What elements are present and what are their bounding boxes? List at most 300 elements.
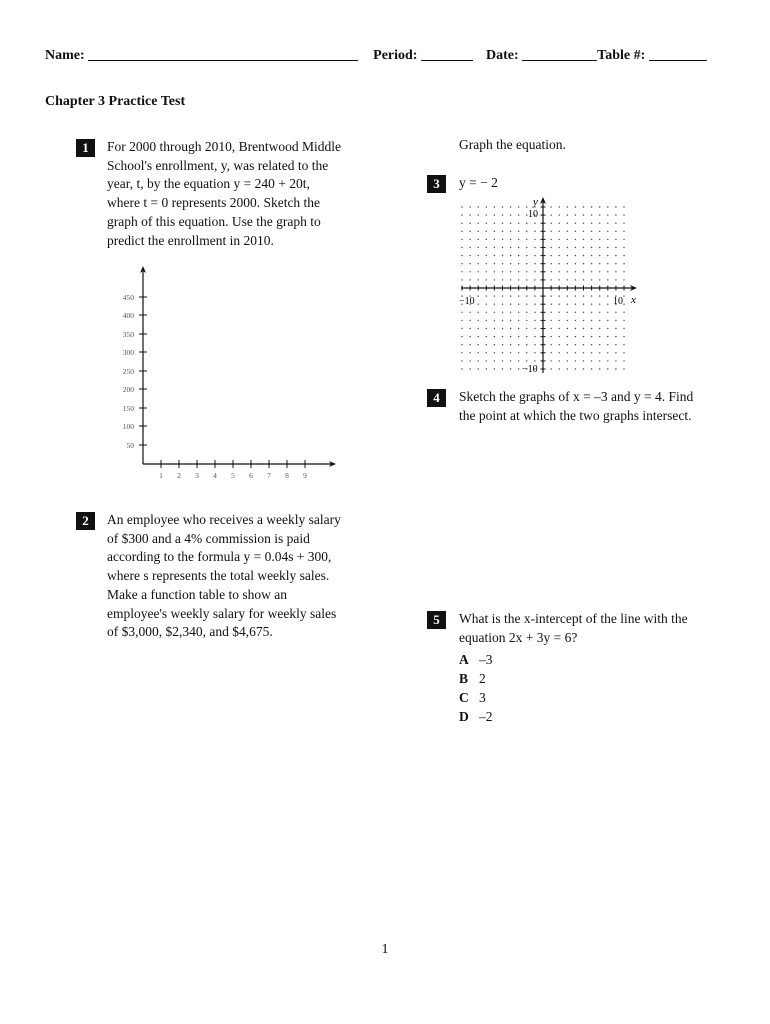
x-tick [231,460,235,480]
grid-dot [494,312,495,313]
grid-dot [502,206,503,207]
grid-dot [486,279,487,280]
grid-dot [502,312,503,313]
grid-dot [486,231,487,232]
grid-dot [615,271,616,272]
grid-dot [486,206,487,207]
grid-dot [615,360,616,361]
grid-dot [623,360,624,361]
grid-dot [518,279,519,280]
grid-dot [478,368,479,369]
grid-dot [623,312,624,313]
grid-dot [478,304,479,305]
grid-dot [494,263,495,264]
grid-dot [478,223,479,224]
x-tick-label: 7 [267,471,271,480]
grid-dot [469,344,470,345]
question-4-line: the point at which the two graphs intersect. [459,407,692,423]
grid-dot [623,231,624,232]
grid-dot [534,247,535,248]
grid-dot [583,214,584,215]
grid-dot [583,336,584,337]
grid-dot [510,344,511,345]
grid-dot [510,271,511,272]
grid-dot [478,295,479,296]
grid-dot [478,279,479,280]
coordinate-grid[interactable] [455,193,650,378]
grid-dot [486,271,487,272]
grid-dot [518,231,519,232]
date-label: Date: [485,48,519,63]
grid-dot [599,295,600,296]
grid-dot [494,352,495,353]
grid-dot [607,214,608,215]
grid-dot [567,223,568,224]
grid-dot [559,320,560,321]
x-tick-label: 2 [177,471,181,480]
grid-dot [599,223,600,224]
grid-dot [567,312,568,313]
grid-dot [623,320,624,321]
grid-dot [591,223,592,224]
question-number-5: 5 [427,611,446,629]
choice-value: 2 [479,671,486,686]
grid-dot [518,328,519,329]
grid-dot [510,336,511,337]
grid-dot [526,255,527,256]
grid-dot [567,206,568,207]
grid-dot [461,239,462,240]
grid-dot [583,279,584,280]
grid-dot [615,255,616,256]
grid-dot [550,239,551,240]
grid-dot [469,255,470,256]
page-number: 1 [381,942,389,957]
grid-dot [559,279,560,280]
grid-dot [469,271,470,272]
grid-dot [575,255,576,256]
grid-dot [510,247,511,248]
answer-choice-b[interactable] [459,669,493,688]
grid-dot [559,247,560,248]
x-min-label: −10 [459,296,475,307]
grid-dot [567,360,568,361]
grid-dot [469,206,470,207]
y-tick [127,441,148,450]
grid-dot [518,255,519,256]
grid-dot [518,271,519,272]
grid-dot [599,231,600,232]
x-tick-label: 1 [159,471,163,480]
question-2-line: employee's weekly salary for weekly sales [107,605,337,621]
grid-dot [518,239,519,240]
grid-dot [599,271,600,272]
grid-dot [550,328,551,329]
grid-dot [559,223,560,224]
grid-dot [486,312,487,313]
grid-dot [486,255,487,256]
grid-dot [607,279,608,280]
grid-dot [518,360,519,361]
answer-choice-a[interactable] [459,650,493,669]
grid-dot [461,344,462,345]
grid-dot [534,231,535,232]
grid-dot [559,295,560,296]
x-tick-label: 6 [249,471,253,480]
grid-dot [615,336,616,337]
grid-dot [559,368,560,369]
grid-dot [534,344,535,345]
period-blank[interactable] [421,46,473,61]
grid-dot [575,271,576,272]
grid-dot [583,255,584,256]
grid-dot [502,231,503,232]
grid-dot [510,231,511,232]
x-tick [177,460,181,480]
question-2-line: Make a function table to show an [107,586,287,602]
grid-dot [607,223,608,224]
grid-dot [591,336,592,337]
grid-dot [567,214,568,215]
grid-dot [623,336,624,337]
grid-dot [494,279,495,280]
date-blank[interactable] [522,46,597,61]
grid-dot [623,295,624,296]
grid-dot [567,336,568,337]
grid-dot [486,239,487,240]
grid-dot [461,328,462,329]
grid-dot [607,328,608,329]
grid-dot [550,223,551,224]
grid-dot [534,312,535,313]
grid-dot [559,328,560,329]
grid-dot [494,206,495,207]
grid-dot [502,352,503,353]
grid-dot [518,344,519,345]
grid-dot [591,263,592,264]
grid-dot [550,247,551,248]
grid-dot [559,206,560,207]
grid-dot [486,320,487,321]
grid-dot [478,336,479,337]
question-1-line: where t = 0 represents 2000. Sketch the [107,195,321,211]
grid-dot [615,206,616,207]
grid-dot [486,336,487,337]
answer-choice-c[interactable] [459,688,493,707]
grid-dot [615,247,616,248]
grid-dot [550,336,551,337]
y-tick-label: 50 [126,441,134,450]
table-label: Table #: [597,48,646,63]
grid-dot [591,304,592,305]
x-tick [303,460,307,480]
grid-dot [607,352,608,353]
grid-dot [469,368,470,369]
grid-dot [478,263,479,264]
grid-dot [486,295,487,296]
grid-dot [518,223,519,224]
question-2-line: An employee who receives a weekly salary [107,512,341,527]
grid-dot [567,352,568,353]
grid-dot [461,271,462,272]
grid-dot [478,255,479,256]
grid-dot [534,255,535,256]
question-5-line: What is the x-intercept of the line with the [459,611,688,626]
grid-dot [583,320,584,321]
grid-dot [599,352,600,353]
question-2-text [107,511,341,642]
grid-dot [591,239,592,240]
question-2-line: where s represents the total weekly sales. [107,568,330,584]
grid-dot [567,247,568,248]
grid-dot [502,271,503,272]
grid-dot [461,247,462,248]
grid-dot [510,263,511,264]
grid-dot [518,352,519,353]
grid-dot [526,231,527,232]
question-1-text [107,138,341,250]
y-tick-label: 450 [122,293,134,302]
grid-dot [550,304,551,305]
grid-dot [534,263,535,264]
grid-dot [583,328,584,329]
grid-dot [599,328,600,329]
grid-dot [567,279,568,280]
grid-dot [526,328,527,329]
name-label: Name: [45,48,85,63]
grid-dot [526,247,527,248]
grid-dot [526,263,527,264]
grid-dot [510,255,511,256]
question-4-text [459,388,693,425]
grid-dot [559,312,560,313]
grid-dot [575,223,576,224]
grid-dot [461,214,462,215]
grid-dot [486,214,487,215]
grid-dot [461,352,462,353]
answer-choices [459,650,493,726]
question-1-line: For 2000 through 2010, Brentwood Middle [107,139,341,154]
grid-dot [526,223,527,224]
grid-dot [615,214,616,215]
grid-dot [526,344,527,345]
grid-dot [526,206,527,207]
grid-dot [461,279,462,280]
grid-dot [478,247,479,248]
grid-dot [534,352,535,353]
grid-dot [623,344,624,345]
grid-dot [599,206,600,207]
grid-dot [534,320,535,321]
grid-dot [510,295,511,296]
grid-dot [607,368,608,369]
grid-dot [591,320,592,321]
choice-letter: C [459,690,469,705]
grid-dot [494,328,495,329]
grid-dot [518,247,519,248]
grid-dot [607,344,608,345]
grid-dot [494,304,495,305]
grid-dot [461,255,462,256]
name-blank[interactable] [88,46,358,61]
grid-dot [469,360,470,361]
grid-dot [575,352,576,353]
grid-dot [461,231,462,232]
grid-dot [591,247,592,248]
grid-dot [575,247,576,248]
grid-dot [607,312,608,313]
grid-dot [510,352,511,353]
grid-dot [469,239,470,240]
grid-dot [526,336,527,337]
grid-dot [623,247,624,248]
grid-dot [518,320,519,321]
grid-dot [478,206,479,207]
grid-dot [550,344,551,345]
grid-dot [502,304,503,305]
grid-dot [615,239,616,240]
x-tick [195,460,199,480]
grid-dot [469,223,470,224]
grid-dot [469,279,470,280]
grid-dot [486,328,487,329]
grid-dot [591,295,592,296]
x-tick-label: 9 [303,471,307,480]
grid-dot [469,352,470,353]
grid-dot [607,336,608,337]
question-3-equation: y = − 2 [459,175,498,190]
grid-dot [518,336,519,337]
grid-dot [526,320,527,321]
grid-dot [461,263,462,264]
grid-dot [478,239,479,240]
grid-dot [502,247,503,248]
grid-dot [494,214,495,215]
grid-dot [486,360,487,361]
grid-dot [494,231,495,232]
grid-dot [469,336,470,337]
grid-dot [575,320,576,321]
grid-dot [486,352,487,353]
grid-dot [583,312,584,313]
grid-dot [461,206,462,207]
grid-dot [599,263,600,264]
grid-dot [550,295,551,296]
grid-dot [567,304,568,305]
grid-dot [510,223,511,224]
grid-dot [567,328,568,329]
grid-dot [550,279,551,280]
grid-dot [591,344,592,345]
grid-dot [526,295,527,296]
choice-value: –2 [479,709,493,724]
grid-dot [567,231,568,232]
answer-choice-d[interactable] [459,707,493,726]
grid-dot [591,360,592,361]
grid-dot [567,271,568,272]
grid-dot [518,312,519,313]
grid-dot [502,255,503,256]
grid-dot [615,344,616,345]
grid-dot [494,320,495,321]
grid-dot [615,231,616,232]
grid-dot [550,206,551,207]
question-5-line: equation 2x + 3y = 6? [459,629,578,645]
grid-dot [599,336,600,337]
x-tick-label: 3 [195,471,199,480]
grid-dot [510,239,511,240]
grid-dot [615,352,616,353]
grid-dot [526,279,527,280]
grid-dot [494,368,495,369]
grid-dot [526,271,527,272]
grid-dot [575,336,576,337]
grid-dot [478,231,479,232]
grid-dot [583,263,584,264]
grid-dot [567,255,568,256]
x-axis-label: x [631,294,636,306]
grid-dot [623,239,624,240]
grid-dot [623,255,624,256]
grid-dot [510,279,511,280]
grid-dot [550,214,551,215]
grid-dot [502,336,503,337]
grid-dot [550,312,551,313]
grid-dot [494,223,495,224]
grid-dot [575,360,576,361]
grid-dot [599,239,600,240]
grid-dot [510,368,511,369]
grid-dot [567,320,568,321]
grid-dot [486,344,487,345]
question-number-1: 1 [76,139,95,157]
grid-dot [615,320,616,321]
grid-dot [591,271,592,272]
grid-dot [583,295,584,296]
grid-dot [615,368,616,369]
y-max-label: 10 [528,209,538,220]
grid-dot [502,214,503,215]
grid-dot [550,263,551,264]
grid-dot [502,239,503,240]
grid-dot [526,312,527,313]
grid-dot [534,304,535,305]
page-title: Chapter 3 Practice Test [45,94,186,109]
table-blank[interactable] [649,46,707,61]
grid-dot [550,255,551,256]
grid-dot [502,368,503,369]
grid-dot [559,263,560,264]
grid-dot [550,231,551,232]
grid-dot [494,344,495,345]
grid-dot [534,279,535,280]
grid-dot [623,223,624,224]
grid-dot [591,312,592,313]
grid-dot [478,352,479,353]
grid-dot [583,352,584,353]
grid-dot [583,304,584,305]
grid-dot [583,247,584,248]
grid-dot [461,223,462,224]
grid-dot [615,263,616,264]
enrollment-axes-graph [110,262,350,484]
grid-dot [599,214,600,215]
question-number-3: 3 [427,175,446,193]
grid-dot [591,231,592,232]
grid-dot [478,271,479,272]
grid-dot [486,223,487,224]
grid-dot [591,214,592,215]
